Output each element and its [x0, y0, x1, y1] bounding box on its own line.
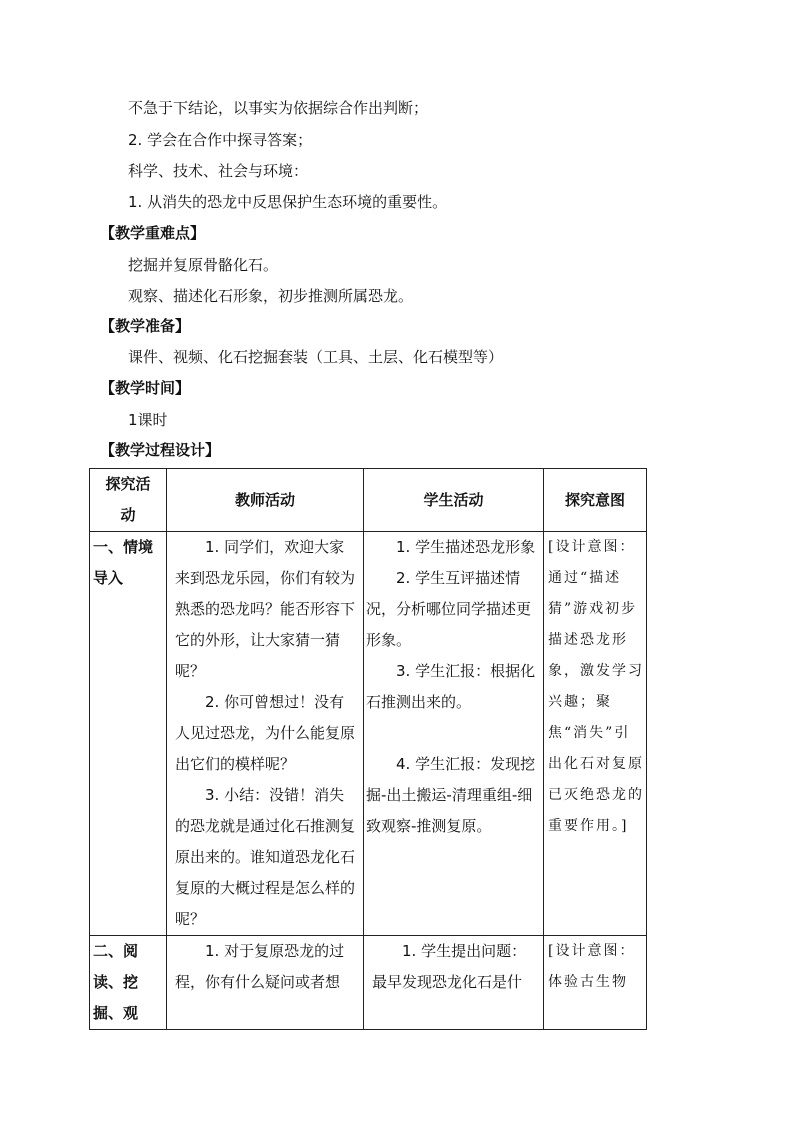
teacher-activity: 1. 对于复原恐龙的过程，你有什么疑问或者想 [175, 942, 345, 991]
header-stage: 探究活动 [90, 469, 167, 532]
table-header-row [90, 469, 647, 532]
intro-line: 科学、技术、社会与环境： [128, 162, 309, 180]
teacher-activity: 2. 你可曾想过！没有人见过恐龙，为什么能复原出它们的模样呢？ [175, 693, 356, 773]
student-activity: 1. 学生提出问题：最早发现恐龙化石是什 [372, 942, 527, 991]
header-teacher: 教师活动 [167, 469, 364, 532]
student-cell [364, 532, 544, 936]
student-activity: 2. 学生互评描述情况，分析哪位同学描述更形象。 [366, 569, 532, 649]
stage-label: 一、情境导入 [93, 538, 154, 587]
intro-line: 不急于下结论，以事实为依据综合作出判断； [128, 99, 429, 117]
student-activity: 3. 学生汇报：根据化石推测出来的。 [366, 662, 536, 711]
header-intent: 探究意图 [544, 469, 647, 532]
section-heading-process: 【教学过程设计】 [100, 441, 221, 459]
table-row [90, 532, 647, 936]
time-line: 1课时 [128, 411, 168, 429]
stage-cell [90, 532, 167, 936]
design-intent: [设计意图：体验古生物 [548, 943, 636, 990]
section-heading-preparation: 【教学准备】 [100, 317, 191, 335]
student-activity: 1. 学生描述恐龙形象 [396, 538, 536, 556]
design-intent: [设计意图：通过“描述猜”游戏初步描述恐龙形象，激发学习兴趣；聚焦“消失”引出化石对复原已灭绝恐龙的重要作用。] [548, 539, 644, 834]
teacher-cell [167, 936, 364, 1030]
preparation-line: 课件、视频、化石挖掘套装（工具、土层、化石模型等） [128, 348, 504, 366]
teacher-activity: 3. 小结：没错！消失的恐龙就是通过化石推测复原出来的。谁知道恐龙化石复原的大概过程是怎么样的呢？ [175, 786, 356, 928]
header-student: 学生活动 [364, 469, 544, 532]
intro-line: 1. 从消失的恐龙中反思保护生态环境的重要性。 [128, 193, 448, 211]
teacher-activity: 1. 同学们，欢迎大家来到恐龙乐园，你们有较为熟悉的恐龙吗？能否形容下它的外形，让大家猜一猜呢？ [175, 538, 356, 680]
student-activity: 4. 学生汇报：发现挖掘-出土搬运-清理重组-细致观察-推测复原。 [366, 755, 536, 835]
intent-cell [544, 532, 647, 936]
process-table [89, 468, 647, 1030]
key-point-line: 观察、描述化石形象，初步推测所属恐龙。 [128, 287, 414, 305]
stage-label: 二、阅读、挖掘、观 [93, 942, 139, 1022]
table-row [90, 936, 647, 1030]
stage-cell [90, 936, 167, 1030]
teacher-cell [167, 532, 364, 936]
student-cell [364, 936, 544, 1030]
section-heading-time: 【教学时间】 [100, 379, 191, 397]
intent-cell [544, 936, 647, 1030]
intro-line: 2. 学会在合作中探寻答案； [128, 131, 313, 149]
key-point-line: 挖掘并复原骨骼化石。 [128, 256, 279, 274]
section-heading-key-points: 【教学重难点】 [100, 224, 206, 242]
